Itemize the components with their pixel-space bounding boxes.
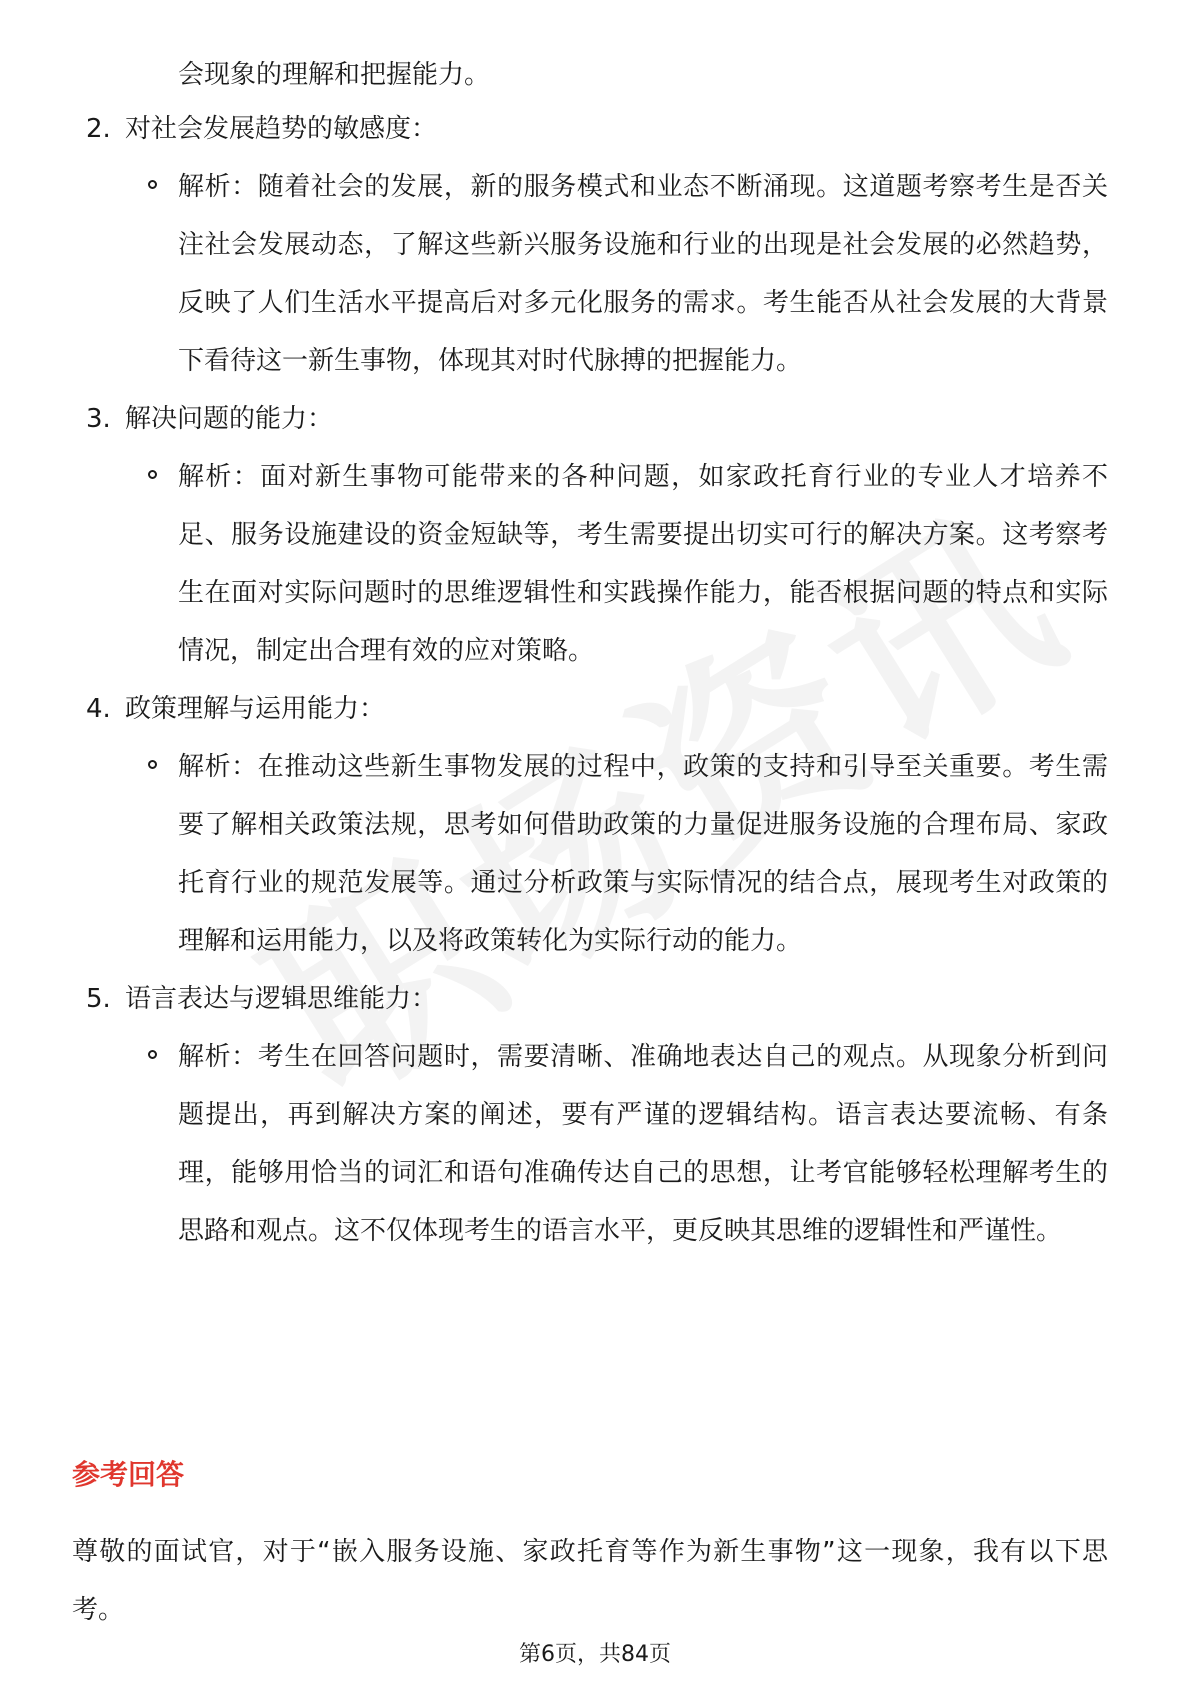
list-item [0,680,1190,970]
analysis-text: 解析：考生在回答问题时，需要清晰、准确地表达自己的观点。从现象分析到问题提出，再到解决方案的阐述，要有严谨的逻辑结构。语言表达要流畅、有条理，能够用恰当的词汇和语句准确传达自己的思想，让考官能够轻松理解考生的思路和观点。这不仅体现考生的语言水平，更反映其思维的逻辑性和严谨性。 [178,1042,1108,1246]
page-number-footer: 第6页，共84页 [519,1642,671,1667]
reference-answer-heading: 参考回答 [72,1458,185,1491]
analysis-paragraph [178,1028,1108,1260]
item-heading [0,390,1190,448]
item-title: 解决问题的能力： [125,404,334,434]
item-heading [0,970,1190,1028]
list-item [0,100,1190,390]
circle-bullet-icon [148,470,157,479]
analysis-text: 解析：在推动这些新生事物发展的过程中，政策的支持和引导至关重要。考生需要了解相关政策法规，思考如何借助政策的力量促进服务设施的合理布局、家政托育行业的规范发展等。通过分析政策与实际情况的结合点，展现考生对政策的理解和运用能力，以及将政策转化为实际行动的能力。 [178,752,1108,956]
item-number: 4. [86,694,111,724]
circle-bullet-icon [148,180,157,189]
item-number: 2. [86,114,111,144]
analysis-text: 解析：随着社会的发展，新的服务模式和业态不断涌现。这道题考察考生是否关注社会发展动态，了解这些新兴服务设施和行业的出现是社会发展的必然趋势，反映了人们生活水平提高后对多元化服务的需求。考生能否从社会发展的大背景下看待这一新生事物，体现其对时代脉搏的把握能力。 [178,172,1108,376]
analysis-list [0,100,1190,1260]
analysis-paragraph [178,158,1108,390]
analysis-paragraph [178,448,1108,680]
item-number: 3. [86,404,111,434]
list-item [0,390,1190,680]
item-title: 对社会发展趋势的敏感度： [125,114,438,144]
continuation-text: 会现象的理解和把握能力。 [178,60,491,90]
item-title: 政策理解与运用能力： [125,694,386,724]
analysis-text: 解析：面对新生事物可能带来的各种问题，如家政托育行业的专业人才培养不足、服务设施建设的资金短缺等，考生需要提出切实可行的解决方案。这考察考生在面对实际问题时的思维逻辑性和实践操作能力，能否根据问题的特点和实际情况，制定出合理有效的应对策略。 [178,462,1108,666]
item-title: 语言表达与逻辑思维能力： [125,984,438,1014]
list-item [0,970,1190,1260]
circle-bullet-icon [148,1050,157,1059]
item-heading [0,680,1190,738]
answer-paragraph: 尊敬的面试官，对于“嵌入服务设施、家政托育等作为新生事物”这一现象，我有以下思考。 [72,1537,1108,1625]
item-heading [0,100,1190,158]
circle-bullet-icon [148,760,157,769]
analysis-paragraph [178,738,1108,970]
item-number: 5. [86,984,111,1014]
